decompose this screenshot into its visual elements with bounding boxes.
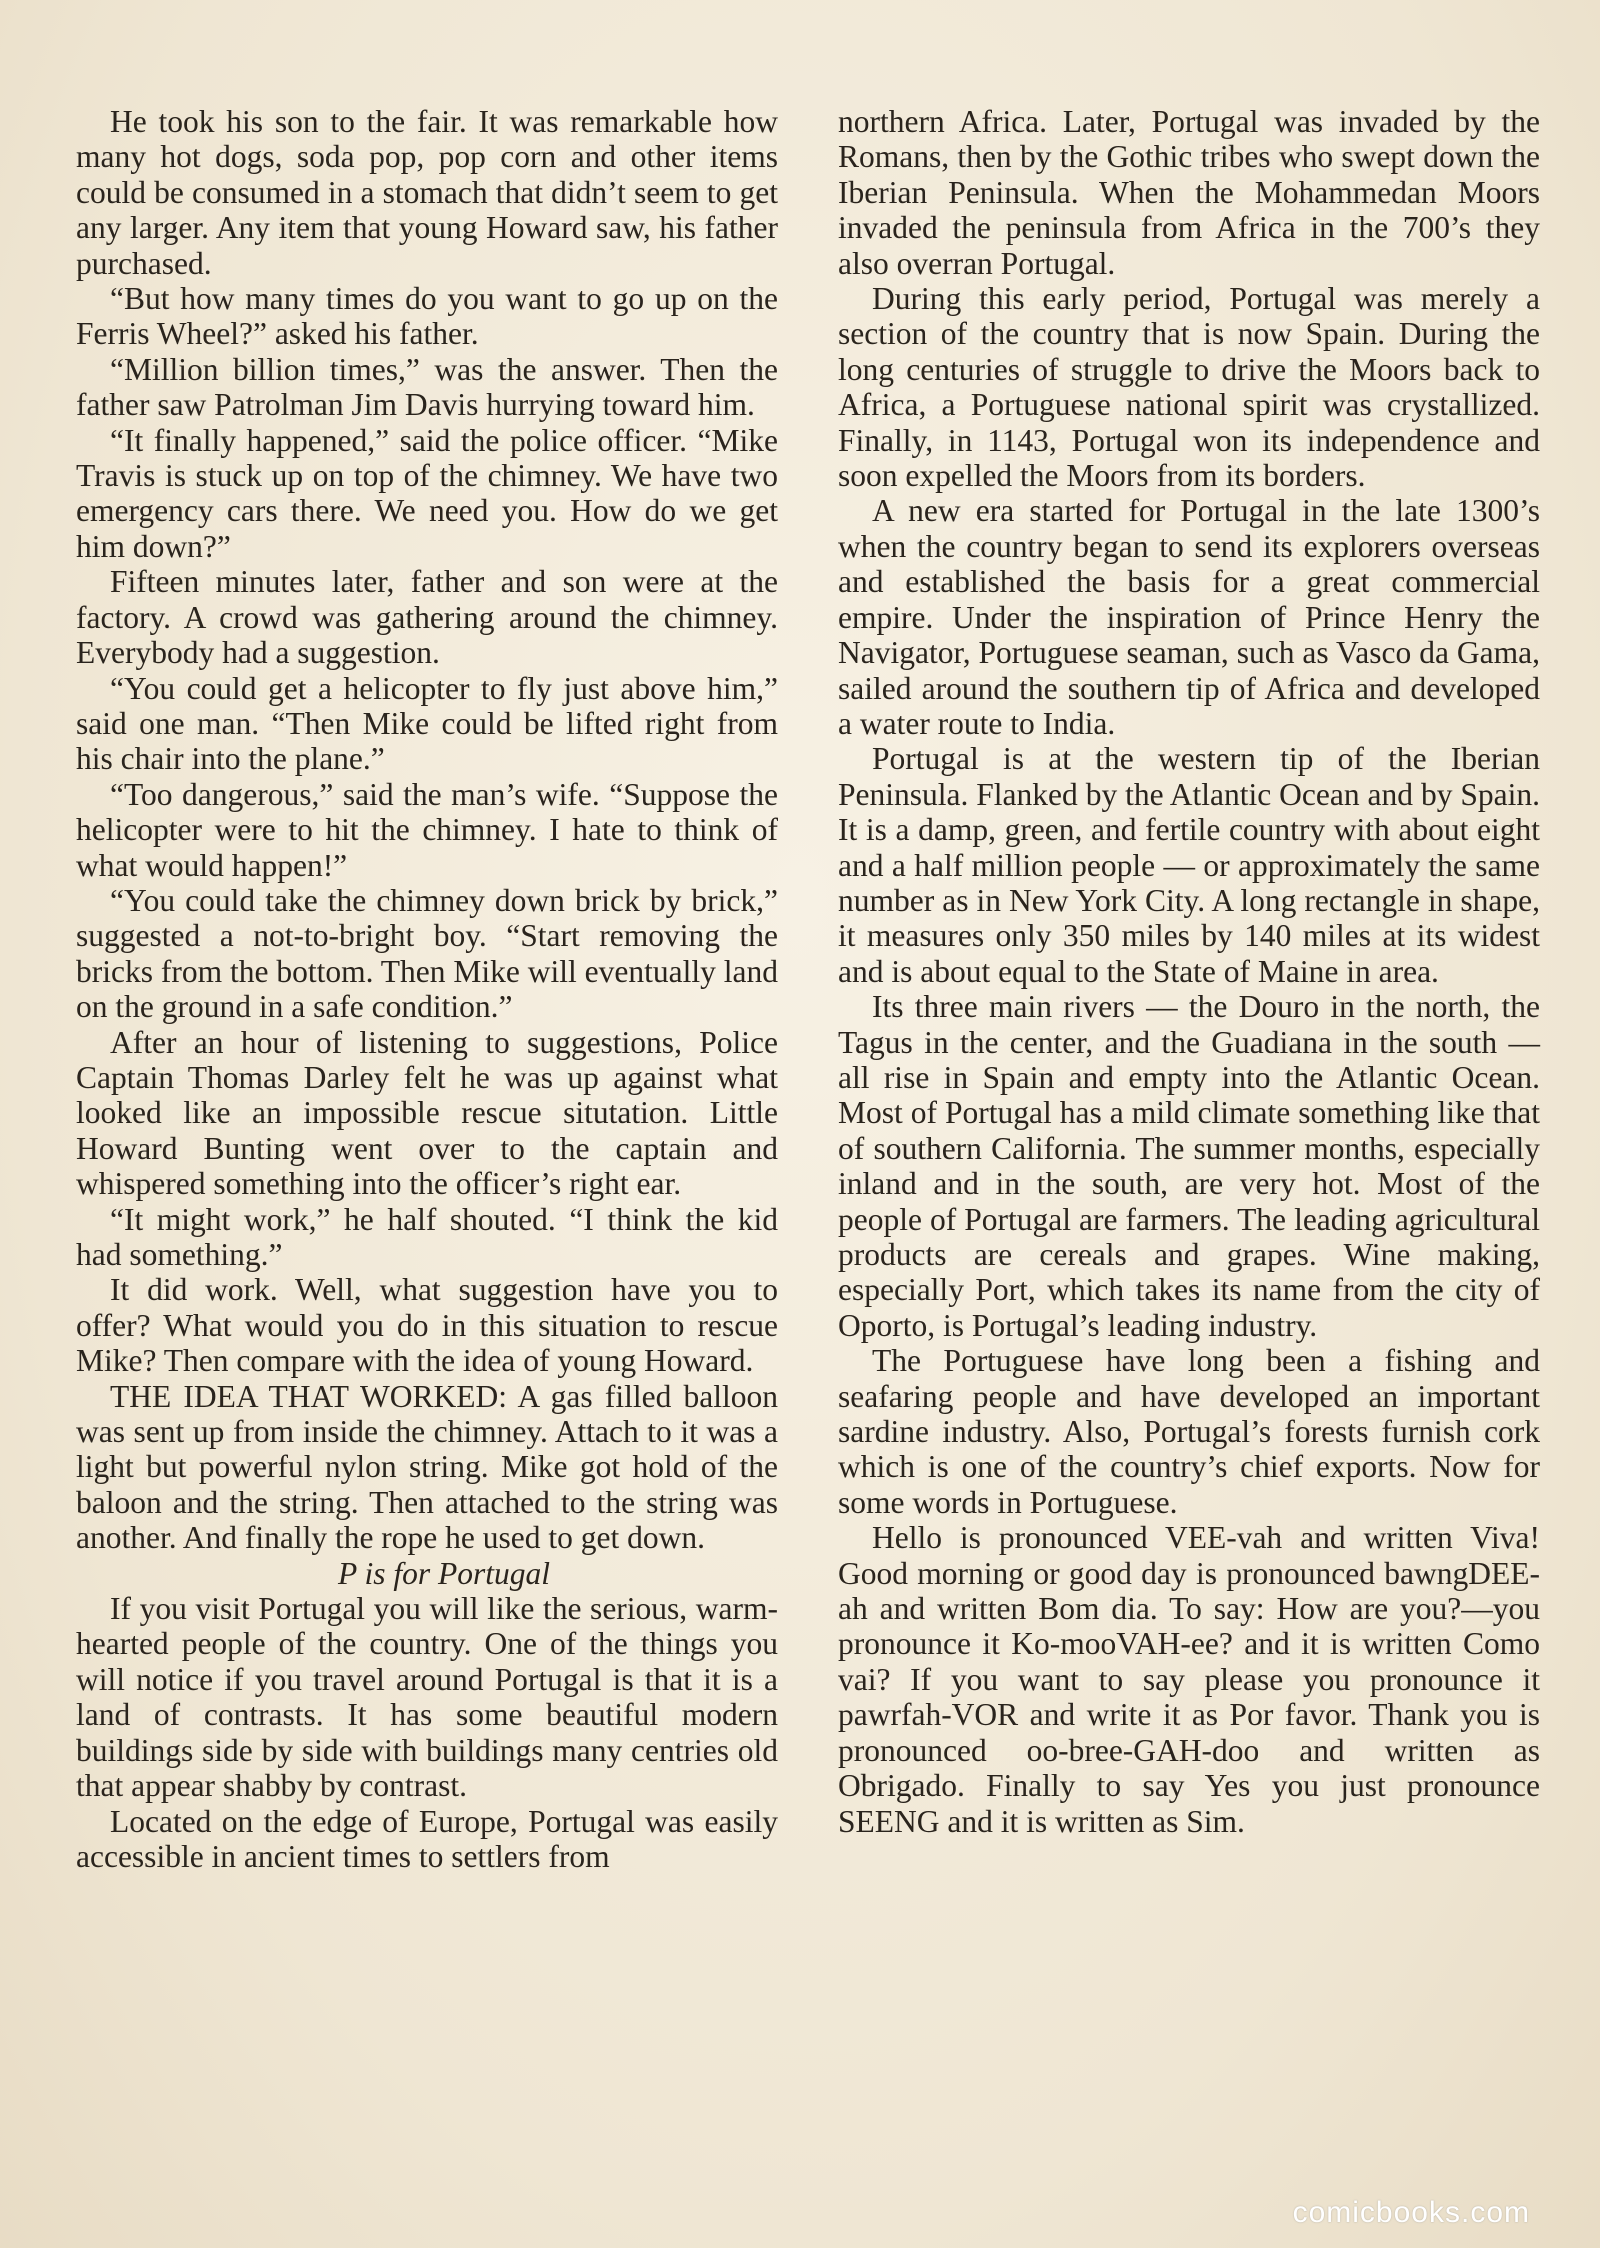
story-paragraph: “But how many times do you want to go up on the Ferris Wheel?” asked his father. bbox=[76, 281, 778, 352]
story-paragraph: “You could get a helicopter to fly just above him,” said one man. “Then Mike could be lifted right from his chair into the plane.” bbox=[76, 670, 778, 777]
portugal-paragraph: Portugal is at the western tip of the Iberian Peninsula. Flanked by the Atlantic Ocean and by Spain. It is a damp, green, and fertile country with about eight and a half million people — or approximately the same number as in New York City. A long rectangle in shape, it measures only 350 miles by 140 miles at its widest and is about equal to the State of Maine in area. bbox=[838, 741, 1540, 989]
left-column bbox=[76, 104, 778, 1874]
story-paragraph: “Too dangerous,” said the man’s wife. “Suppose the helicopter were to hit the chimney. I hate to think of what would happen!” bbox=[76, 776, 778, 883]
site-watermark: comicbooks.com bbox=[1292, 2196, 1530, 2229]
portugal-paragraph: Located on the edge of Europe, Portugal was easily accessible in ancient times to settlers from bbox=[76, 1803, 778, 1874]
continuation-paragraph: northern Africa. Later, Portugal was invaded by the Romans, then by the Gothic tribes who swept down the Iberian Peninsula. When the Mohammedan Moors invaded the peninsula from Africa in the 700’s they also overran Portugal. bbox=[838, 104, 1540, 281]
story-paragraph: “You could take the chimney down brick by brick,” suggested a not-to-bright boy. “Start removing the bricks from the bottom. Then Mike will eventually land on the ground in a safe condition.” bbox=[76, 882, 778, 1025]
right-column bbox=[838, 104, 1540, 1839]
section-heading: P is for Portugal bbox=[337, 1555, 551, 1591]
portugal-paragraph: A new era started for Portugal in the late 1300’s when the country began to send its explorers overseas and established the basis for a great commercial empire. Under the inspiration of Prince Henry the Navigator, Portuguese seaman, such as Vasco da Gama, sailed around the southern tip of Africa and developed a water route to India. bbox=[838, 493, 1540, 741]
story-paragraph: “Million billion times,” was the answer. Then the father saw Patrolman Jim Davis hurrying toward him. bbox=[76, 351, 778, 423]
portugal-paragraph: The Portuguese have long been a fishing and seafaring people and have developed an important sardine industry. Also, Portugal’s forests furnish cork which is one of the country’s chief exports. Now for some words in Portuguese. bbox=[838, 1343, 1540, 1520]
story-paragraph: “It finally happened,” said the police officer. “Mike Travis is stuck up on top of the chimney. We have two emergency cars there. We need you. How do we get him down?” bbox=[76, 422, 778, 564]
portugal-paragraph: Its three main rivers — the Douro in the north, the Tagus in the center, and the Guadiana in the south — all rise in Spain and empty into the Atlantic Ocean. Most of Portugal has a mild climate something like that of southern California. The summer months, especially inland and in the south, are very hot. Most of the people of Portugal are farmers. The leading agricultural products are cereals and grapes. Wine making, especially Port, which takes its name from the city of Oporto, is Portugal’s leading industry. bbox=[838, 989, 1540, 1343]
portugal-paragraph: Hello is pronounced VEE-vah and written Viva! Good morning or good day is pronounced bawngDEE-ah and written Bom dia. To say: How are you?—you pronounce it Ko-mooVAH-ee? and it is written Como vai? If you want to say please you pronounce it pawrfah-VOR and write it as Por favor. Thank you is pronounced oo-bree-GAH-doo and written as Obrigado. Finally to say Yes you just pronounce SEENG and it is written as Sim. bbox=[838, 1520, 1540, 1839]
story-paragraph: Fifteen minutes later, father and son were at the factory. A crowd was gathering around the chimney. Everybody had a suggestion. bbox=[76, 564, 778, 671]
portugal-paragraph: If you visit Portugal you will like the serious, warm-hearted people of the country. One of the things you will notice if you travel around Portugal is that it is a land of contrasts. It has some beautiful modern buildings side by side with buildings many centries old that appear shabby by contrast. bbox=[76, 1591, 778, 1804]
story-paragraph: “It might work,” he half shouted. “I think the kid had something.” bbox=[76, 1201, 778, 1272]
portugal-paragraph: During this early period, Portugal was merely a section of the country that is now Spain. During the long centuries of struggle to drive the Moors back to Africa, a Portuguese national spirit was crystallized. Finally, in 1143, Portugal won its independence and soon expelled the Moors from its borders. bbox=[838, 281, 1540, 494]
answer-paragraph: THE IDEA THAT WORKED: A gas filled balloon was sent up from inside the chimney. Attach to it was a light but powerful nylon string. Mike got hold of the baloon and the string. Then attached to the string was another. And finally the rope he used to get down. bbox=[76, 1378, 778, 1556]
story-paragraph: It did work. Well, what suggestion have you to offer? What would you do in this situation to rescue Mike? Then compare with the idea of young Howard. bbox=[76, 1272, 778, 1379]
story-paragraph: After an hour of listening to suggestions, Police Captain Thomas Darley felt he was up against what looked like an impossible rescue situtation. Little Howard Bunting went over to the captain and whispered something into the officer’s right ear. bbox=[76, 1024, 778, 1202]
story-paragraph: He took his son to the fair. It was remarkable how many hot dogs, soda pop, pop corn and other items could be consumed in a stomach that didn’t seem to get any larger. Any item that young Howard saw, his father purchased. bbox=[76, 104, 778, 281]
